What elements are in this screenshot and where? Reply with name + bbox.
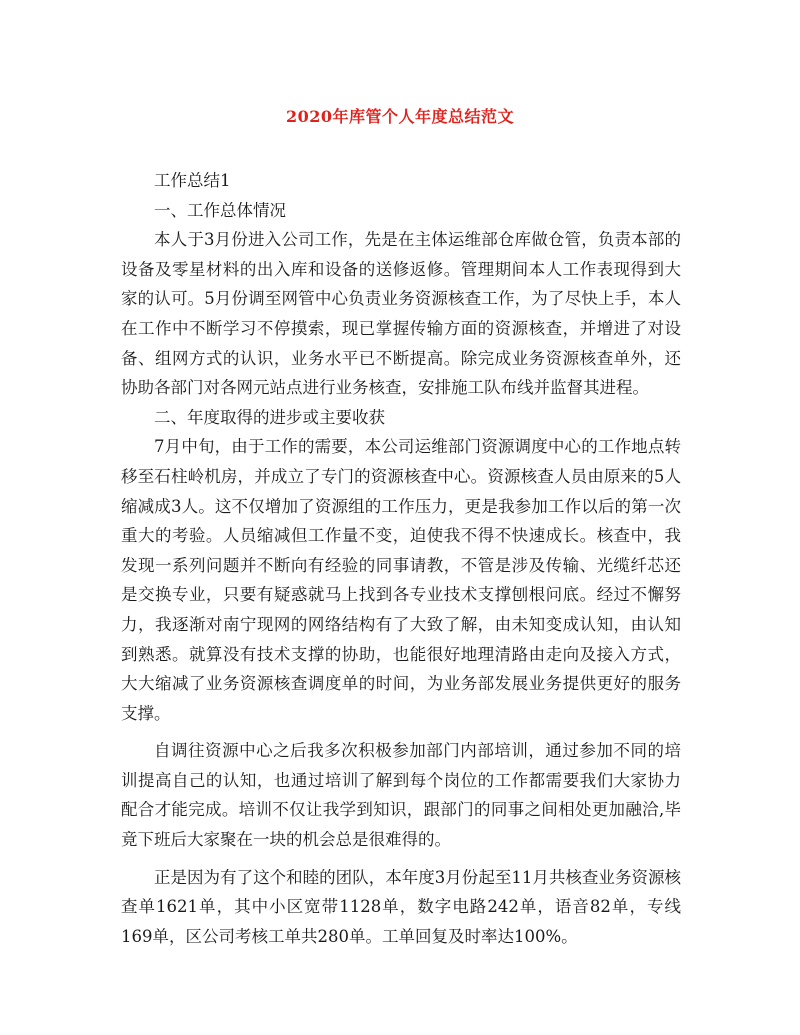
body-paragraph: 本人于3月份进入公司工作，先是在主体运维部仓库做仓管，负责本部的设备及零星材料的出入库和设备的送修返修。管理期间本人工作表现得到大家的认可。5月份调至网管中心负责业务资源核查工作，为了尽快上手，本人在工作中不断学习不停摸索，现已掌握传输方面的资源核查，并增进了对设备、组网方式的认识，业务水平已不断提高。除完成业务资源核查单外，还协助各部门对各网元站点进行业务核查，安排施工队布线并监督其进程。 — [121, 230, 681, 398]
document-body — [121, 166, 681, 951]
body-paragraph: 自调往资源中心之后我多次积极参加部门内部培训，通过参加不同的培训提高自己的认知，也通过培训了解到每个岗位的工作都需要我们大家协力配合才能完成。培训不仅让我学到知识，跟部门的同事之间相处更加融洽,毕竟下班后大家聚在一块的机会总是很难得的。 — [121, 741, 681, 850]
section-heading: 工作总结1 — [154, 171, 231, 190]
subsection-heading: 二、年度取得的进步或主要收获 — [154, 407, 385, 427]
body-paragraph: 7月中旬，由于工作的需要，本公司运维部门资源调度中心的工作地点转移至石柱岭机房，并成立了专门的资源核查中心。资源核查人员由原来的5人缩减成3人。这不仅增加了资源组的工作压力，更是我参加工作以后的第一次重大的考验。人员缩减但工作量不变，迫使我不得不快速成长。核查中，我发现一系列问题并不断向有经验的同事请教，不管是涉及传输、光缆纤芯还是交换专业，只要有疑惑就马上找到各专业技术支撑刨根问底。经过不懈努力，我逐渐对南宁现网的网络结构有了大致了解，由未知变成认知，由认知到熟悉。就算没有技术支撑的协助，也能很好地理清路由走向及接入方式，大大缩减了业务资源核查调度单的时间，为业务部发展业务提供更好的服务支撑。 — [121, 437, 681, 723]
document-title: 2020年库管个人年度总结范文 — [285, 107, 515, 126]
body-paragraph: 正是因为有了这个和睦的团队，本年度3月份起至11月共核查业务资源核查单1621单，其中小区宽带1128单，数字电路242单，语音82单，专线169单，区公司考核工单共280单。工单回复及时率达100%。 — [121, 867, 681, 946]
subsection-heading: 一、工作总体情况 — [154, 200, 286, 220]
